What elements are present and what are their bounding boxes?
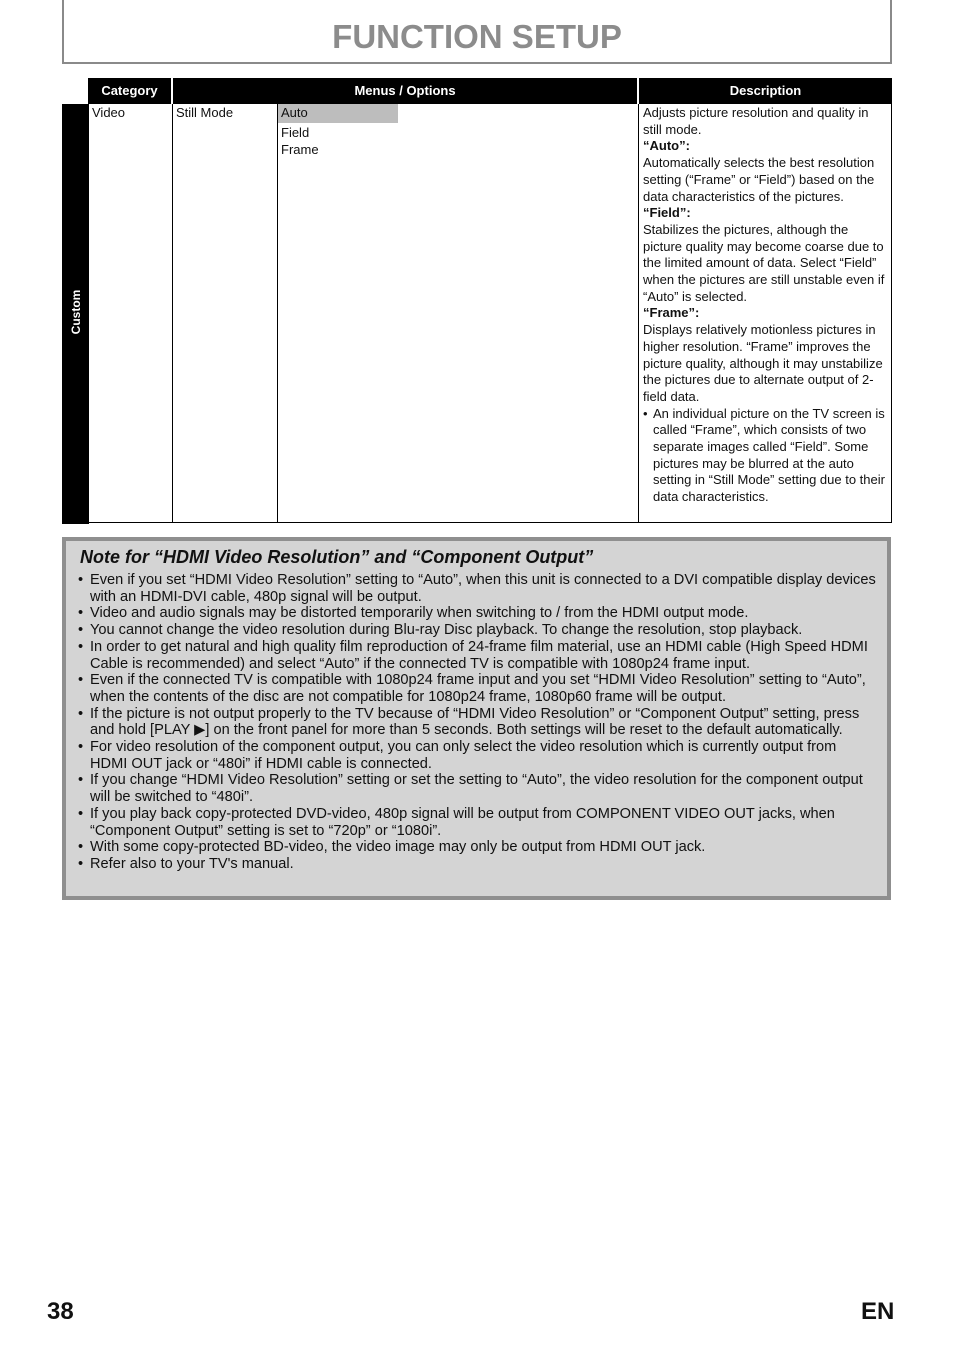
language-label: EN	[861, 1298, 895, 1325]
header-category: Category	[88, 78, 171, 104]
desc-bullets	[643, 406, 887, 506]
desc-auto-head: “Auto”:	[643, 138, 690, 154]
note-item: • If you play back copy-protected DVD-video, 480p signal will be output from COMPONENT VIDEO OUT jacks, when “Component Output” setting is set to “720p” or “1080i”.	[76, 806, 877, 839]
note-title: Note for “HDMI Video Resolution” and “Component Output”	[80, 547, 594, 567]
option-field: Field	[281, 125, 310, 140]
note-item: • Even if you set “HDMI Video Resolution” setting to “Auto”, when this unit is connected to a DVI compatible display devices with an HDMI-DVI cable, 480p signal will be output.	[76, 572, 877, 605]
desc-intro: Adjusts picture resolution and quality in still mode.	[643, 105, 869, 137]
desc-auto-text: Automatically selects the best resolution setting (“Frame” or “Field”) based on the data characteristics of the pictures.	[643, 155, 875, 204]
note-item: • For video resolution of the component output, you can only select the video resolution which is currently output from HDMI OUT jack or “480i” if HDMI cable is connected.	[76, 739, 877, 772]
side-label: Custom	[68, 289, 83, 335]
options-cell	[278, 104, 639, 523]
category-value: Video	[92, 105, 126, 120]
title-box	[62, 0, 892, 64]
description-cell	[639, 104, 892, 523]
side-label-bar	[62, 104, 89, 524]
note-item: • You cannot change the video resolution during Blu-ray Disc playback. To change the resolution, stop playback.	[76, 622, 877, 639]
header-description: Description	[639, 78, 892, 104]
menu-value: Still Mode	[176, 105, 234, 120]
page-number: 38	[47, 1298, 74, 1325]
settings-table	[62, 78, 892, 524]
note-inner	[66, 541, 887, 896]
page-title: FUNCTION SETUP	[332, 18, 622, 55]
category-cell	[89, 104, 173, 523]
note-item: • With some copy-protected BD-video, the video image may only be output from HDMI OUT jack.	[76, 839, 877, 856]
option-auto: Auto	[278, 104, 398, 123]
desc-field-text: Stabilizes the pictures, although the picture quality may become coarse due to the limited amount of data. Select “Field” when the pictures are still unstable even if “Auto” is selected.	[643, 221, 885, 304]
note-list	[76, 572, 877, 873]
desc-bullet: • An individual picture on the TV screen is called “Frame”, which consists of two separate images called “Field”. Some pictures may be blurred at the auto setting in “Still Mode” setting due to their data characteristics.	[643, 406, 887, 506]
note-item: • If the picture is not output properly to the TV because of “HDMI Video Resolution” or “Component Output” setting, press and hold [PLAY ▶] on the front panel for more than 5 seconds. Both settings will be reset to the default automatically.	[76, 706, 877, 739]
note-item: • If you change “HDMI Video Resolution” setting or set the setting to “Auto”, the video resolution for the component output will be switched to “480i”.	[76, 772, 877, 805]
note-item: • Even if the connected TV is compatible with 1080p24 frame input and you set “HDMI Video Resolution” setting to “Auto”, when the contents of the disc are not compatible for 1080p24 frame, 1080p60 frame will be output.	[76, 672, 877, 705]
option-frame: Frame	[281, 141, 319, 157]
header-menus-options: Menus / Options	[173, 78, 637, 104]
note-item: • In order to get natural and high quality film reproduction of 24-frame film material, use an HDMI cable (High Speed HDMI Cable is recommended) and select “Auto” if the connected TV is compatible with 1080p24 frame input.	[76, 639, 877, 672]
menu-cell	[173, 104, 278, 523]
note-item: • Video and audio signals may be distorted temporarily when switching to / from the HDMI output mode.	[76, 605, 877, 622]
note-box	[62, 537, 891, 900]
desc-frame-head: “Frame”:	[643, 305, 700, 321]
desc-field-head: “Field”:	[643, 205, 691, 221]
note-item: • Refer also to your TV's manual.	[76, 856, 877, 873]
desc-frame-text: Displays relatively motionless pictures in higher resolution. “Frame” improves the picture quality, although it may unstabilize the pictures due to alternate output of 2-field data.	[643, 322, 883, 404]
